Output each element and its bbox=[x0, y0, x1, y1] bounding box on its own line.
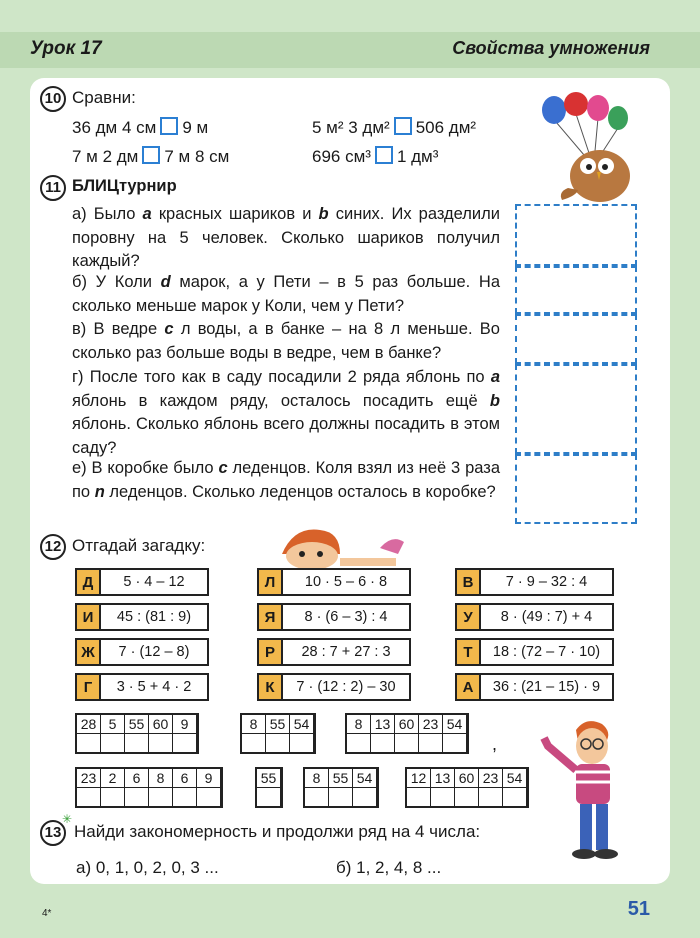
answer-box-a[interactable] bbox=[515, 204, 637, 266]
task-10-title: Сравни: bbox=[72, 88, 136, 107]
grid-number-cell: 23 bbox=[419, 715, 443, 734]
task-11-c bbox=[72, 318, 500, 365]
answer-box-c[interactable] bbox=[515, 314, 637, 364]
grid-number-cell: 13 bbox=[431, 769, 455, 788]
grid-letter-cell[interactable] bbox=[266, 734, 290, 752]
code-letter: Д bbox=[77, 570, 101, 594]
compare-row-2b bbox=[312, 145, 438, 169]
grid-letter-cell[interactable] bbox=[77, 788, 101, 806]
task-13-a: а) 0, 1, 0, 2, 0, 3 ... bbox=[76, 858, 219, 877]
compare-right: 7 м 8 см bbox=[164, 147, 230, 166]
grid-number-cell: 6 bbox=[173, 769, 197, 788]
standing-boy-illustration bbox=[540, 716, 640, 862]
grid-number-cell: 8 bbox=[347, 715, 371, 734]
grid-number-cell: 23 bbox=[479, 769, 503, 788]
variable: a bbox=[490, 368, 500, 386]
text: красных шариков и bbox=[151, 205, 319, 223]
grid-letter-cell[interactable] bbox=[173, 734, 197, 752]
compare-box[interactable] bbox=[375, 146, 393, 164]
text: леденцов. Сколько леденцов осталось в коробке? bbox=[104, 482, 496, 501]
text: яблонь в каждом ряду, осталось посадить ещё bbox=[72, 391, 490, 410]
code-letter: Ж bbox=[77, 640, 101, 664]
compare-row-2a bbox=[72, 145, 229, 169]
grid-letter-cell[interactable] bbox=[419, 734, 443, 752]
compare-right: 9 м bbox=[182, 118, 209, 137]
grid-letter-cell[interactable] bbox=[347, 734, 371, 752]
answer-grid-4 bbox=[75, 767, 223, 808]
grid-letter-cell[interactable] bbox=[353, 788, 377, 806]
grid-number-cell: 9 bbox=[173, 715, 197, 734]
lesson-label: Урок 17 bbox=[30, 38, 102, 59]
code-expression: 36 : (21 – 15) · 9 bbox=[492, 679, 601, 695]
grid-letter-cell[interactable] bbox=[329, 788, 353, 806]
task-13-title: Найди закономерность и продолжи ряд на 4 числа: bbox=[74, 822, 481, 841]
grid-letter-cell[interactable] bbox=[101, 734, 125, 752]
code-expression: 7 · (12 : 2) – 30 bbox=[296, 679, 396, 695]
code-letter: Л bbox=[259, 570, 283, 594]
code-card bbox=[455, 638, 614, 666]
code-card bbox=[75, 638, 209, 666]
task-11-b bbox=[72, 271, 500, 318]
grid-letter-cell[interactable] bbox=[197, 788, 221, 806]
grid-letter-cell[interactable] bbox=[371, 734, 395, 752]
variable: b bbox=[318, 205, 329, 223]
code-expression: 7 · (12 – 8) bbox=[118, 644, 190, 660]
task-11-d bbox=[72, 366, 500, 460]
code-expression: 18 : (72 – 7 · 10) bbox=[492, 644, 601, 660]
code-letter: В bbox=[457, 570, 481, 594]
grid-letter-cell[interactable] bbox=[503, 788, 527, 806]
grid-number-cell: 54 bbox=[443, 715, 467, 734]
code-card bbox=[455, 603, 614, 631]
answer-box-e[interactable] bbox=[515, 454, 637, 524]
task-11-title: БЛИЦтурнир bbox=[72, 177, 177, 195]
code-letter: Т bbox=[457, 640, 481, 664]
variable: d bbox=[160, 273, 171, 291]
task-12-title: Отгадай загадку: bbox=[72, 536, 206, 555]
code-card bbox=[75, 673, 209, 701]
variable: b bbox=[489, 391, 500, 410]
compare-box[interactable] bbox=[142, 146, 160, 164]
answer-grid-3 bbox=[345, 713, 469, 754]
owl-balloons-illustration bbox=[528, 92, 638, 204]
grid-letter-cell[interactable] bbox=[242, 734, 266, 752]
text: б) У Коли bbox=[72, 273, 161, 291]
grid-letter-cell[interactable] bbox=[305, 788, 329, 806]
answer-box-d[interactable] bbox=[515, 364, 637, 454]
code-letter: У bbox=[457, 605, 481, 629]
grid-letter-cell[interactable] bbox=[290, 734, 314, 752]
compare-left: 5 м² 3 дм² bbox=[312, 118, 390, 137]
grid-number-cell: 60 bbox=[455, 769, 479, 788]
code-card bbox=[75, 603, 209, 631]
task-13-number: 13 bbox=[40, 820, 66, 846]
grid-letter-cell[interactable] bbox=[173, 788, 197, 806]
grid-number-cell: 12 bbox=[407, 769, 431, 788]
comma: , bbox=[492, 734, 498, 754]
grid-number-cell: 8 bbox=[305, 769, 329, 788]
star-icon: ✳ bbox=[62, 812, 73, 826]
task-12-number: 12 bbox=[40, 534, 66, 560]
text: яблонь. Сколько яблонь всего должны посадить в этом саду? bbox=[72, 415, 500, 457]
code-expression: 5 · 4 – 12 bbox=[123, 574, 185, 590]
grid-letter-cell[interactable] bbox=[431, 788, 455, 806]
code-expression: 3 · 5 + 4 · 2 bbox=[116, 679, 192, 695]
grid-letter-cell[interactable] bbox=[77, 734, 101, 752]
code-card bbox=[257, 603, 411, 631]
compare-left: 36 дм 4 см bbox=[72, 118, 157, 137]
task-10-number: 10 bbox=[40, 86, 66, 112]
grid-number-cell: 60 bbox=[395, 715, 419, 734]
text: марок, а у Пети – в 5 раз больше. На сколько меньше марок у Коли, чем у Пети? bbox=[72, 273, 500, 315]
answer-box-b[interactable] bbox=[515, 266, 637, 314]
compare-left: 696 см³ bbox=[312, 147, 371, 166]
variable: c bbox=[164, 320, 174, 338]
code-letter: Г bbox=[77, 675, 101, 699]
text: л воды, а в банке – на 8 л меньше. Во сколько раз больше воды в ведре, чем в банке? bbox=[72, 320, 500, 362]
text: е) В коробке было bbox=[72, 459, 219, 477]
peeking-boy-illustration bbox=[280, 524, 410, 568]
grid-letter-cell[interactable] bbox=[101, 788, 125, 806]
code-card bbox=[455, 568, 614, 596]
grid-letter-cell[interactable] bbox=[407, 788, 431, 806]
compare-box[interactable] bbox=[394, 117, 412, 135]
task-11-a bbox=[72, 203, 500, 274]
compare-row-1b bbox=[312, 116, 476, 140]
code-expression: 28 : 7 + 27 : 3 bbox=[301, 644, 391, 660]
page-number: 51 bbox=[627, 898, 650, 920]
grid-number-cell: 2 bbox=[101, 769, 125, 788]
variable: c bbox=[218, 459, 228, 477]
grid-number-cell: 55 bbox=[257, 769, 281, 788]
grid-number-cell: 5 bbox=[101, 715, 125, 734]
compare-left: 7 м 2 дм bbox=[72, 147, 139, 166]
task-11-number: 11 bbox=[40, 175, 66, 201]
grid-letter-cell[interactable] bbox=[257, 788, 281, 806]
grid-number-cell: 54 bbox=[353, 769, 377, 788]
answer-grid-6 bbox=[303, 767, 379, 808]
code-card bbox=[257, 568, 411, 596]
code-expression: 7 · 9 – 32 : 4 bbox=[505, 574, 588, 590]
grid-number-cell: 60 bbox=[149, 715, 173, 734]
grid-number-cell: 55 bbox=[329, 769, 353, 788]
grid-letter-cell[interactable] bbox=[455, 788, 479, 806]
code-letter: К bbox=[259, 675, 283, 699]
code-letter: Р bbox=[259, 640, 283, 664]
code-letter: А bbox=[457, 675, 481, 699]
code-card bbox=[455, 673, 614, 701]
code-card bbox=[257, 673, 411, 701]
grid-letter-cell[interactable] bbox=[443, 734, 467, 752]
grid-letter-cell[interactable] bbox=[395, 734, 419, 752]
code-expression: 45 : (81 : 9) bbox=[116, 609, 192, 625]
text: синих. Их разделили поровну на 5 человек. Сколько шариков получил каждый? bbox=[72, 205, 500, 270]
task-13-b: б) 1, 2, 4, 8 ... bbox=[336, 858, 442, 877]
code-card bbox=[257, 638, 411, 666]
compare-box[interactable] bbox=[160, 117, 178, 135]
compare-right: 1 дм³ bbox=[396, 147, 439, 166]
grid-number-cell: 23 bbox=[77, 769, 101, 788]
grid-number-cell: 6 bbox=[125, 769, 149, 788]
grid-letter-cell[interactable] bbox=[149, 788, 173, 806]
text: в) В ведре bbox=[72, 320, 165, 338]
grid-number-cell: 8 bbox=[242, 715, 266, 734]
text: г) После того как в саду посадили 2 ряда яблонь по bbox=[72, 368, 491, 386]
answer-grid-5 bbox=[255, 767, 283, 808]
grid-number-cell: 28 bbox=[77, 715, 101, 734]
footer-mark: 4* bbox=[42, 908, 52, 919]
code-letter: Я bbox=[259, 605, 283, 629]
answer-grid-7 bbox=[405, 767, 529, 808]
variable: a bbox=[142, 205, 152, 223]
topic-title: Свойства умножения bbox=[452, 38, 650, 58]
grid-letter-cell[interactable] bbox=[479, 788, 503, 806]
grid-number-cell: 55 bbox=[266, 715, 290, 734]
grid-number-cell: 54 bbox=[290, 715, 314, 734]
text: а) Было bbox=[72, 205, 143, 223]
grid-number-cell: 55 bbox=[125, 715, 149, 734]
grid-number-cell: 13 bbox=[371, 715, 395, 734]
variable: n bbox=[94, 482, 105, 501]
grid-letter-cell[interactable] bbox=[125, 734, 149, 752]
grid-number-cell: 54 bbox=[503, 769, 527, 788]
grid-number-cell: 9 bbox=[197, 769, 221, 788]
code-expression: 8 · (6 – 3) : 4 bbox=[304, 609, 388, 625]
compare-right: 506 дм² bbox=[415, 118, 477, 137]
grid-letter-cell[interactable] bbox=[149, 734, 173, 752]
answer-grid-1 bbox=[75, 713, 199, 754]
grid-number-cell: 8 bbox=[149, 769, 173, 788]
code-expression: 10 · 5 – 6 · 8 bbox=[304, 574, 388, 590]
code-expression: 8 · (49 : 7) + 4 bbox=[500, 609, 593, 625]
answer-grid-2 bbox=[240, 713, 316, 754]
text: леденцов. Коля взял из неё 3 раза по bbox=[72, 459, 500, 501]
compare-row-1a bbox=[72, 116, 208, 140]
code-card bbox=[75, 568, 209, 596]
code-letter: И bbox=[77, 605, 101, 629]
grid-letter-cell[interactable] bbox=[125, 788, 149, 806]
task-11-e bbox=[72, 457, 500, 504]
